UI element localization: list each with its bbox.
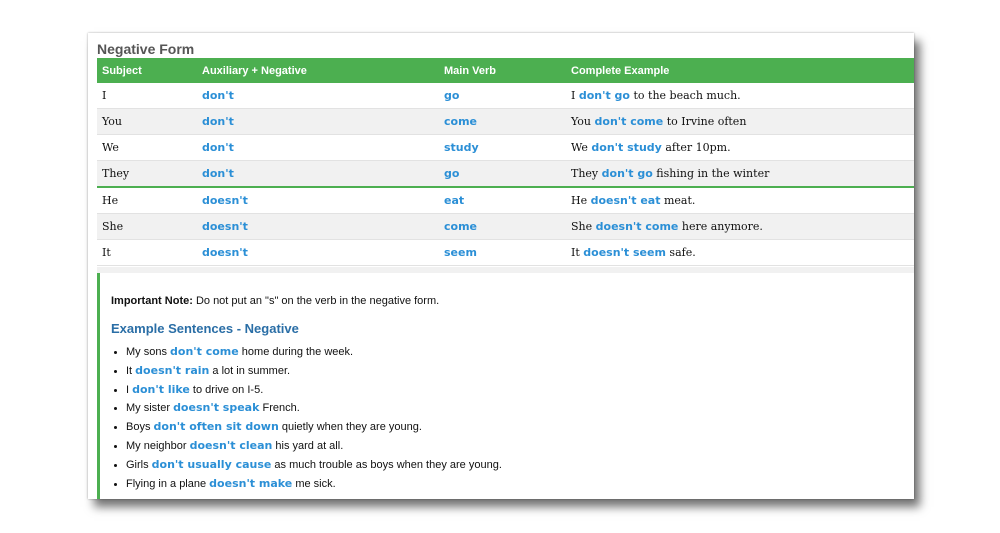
list-item (126, 456, 502, 475)
example-highlight: don't come (594, 115, 664, 128)
example-text: She (571, 220, 596, 233)
example-text: safe. (665, 246, 696, 259)
example-cell (566, 240, 914, 266)
sentence-text: My sons (126, 346, 171, 358)
header-main-verb: Main Verb (439, 58, 566, 83)
example-text: He (571, 194, 591, 207)
verb-cell: go (439, 161, 566, 188)
header-complete-example: Complete Example (566, 58, 914, 83)
example-cell (566, 214, 914, 240)
important-note (111, 295, 439, 307)
example-text: They (571, 167, 602, 180)
verb-cell: come (439, 109, 566, 135)
sentence-highlight: don't usually cause (151, 457, 272, 471)
list-item (126, 343, 502, 362)
table-row (97, 240, 914, 266)
subject-cell: She (97, 214, 197, 240)
example-text: to Irvine often (663, 115, 747, 128)
list-item (126, 475, 502, 494)
table-row (97, 109, 914, 135)
lesson-card (88, 33, 914, 499)
examples-heading: Example Sentences - Negative (111, 321, 299, 336)
auxiliary-cell: don't (197, 161, 439, 188)
example-cell (566, 135, 914, 161)
example-text: I (571, 89, 579, 102)
table-row (97, 83, 914, 109)
subject-cell: I (97, 83, 197, 109)
example-text: here anymore. (678, 220, 763, 233)
example-text: meat. (660, 194, 696, 207)
section-title: Negative Form (97, 41, 195, 57)
sentence-text: Boys (126, 421, 154, 434)
sentence-text: to drive on I-5. (189, 383, 264, 396)
auxiliary-cell: doesn't (197, 214, 439, 240)
sentence-highlight: don't often sit down (153, 420, 279, 434)
example-text: after 10pm. (661, 141, 731, 154)
example-text: fishing in the winter (652, 167, 770, 180)
sentence-highlight: doesn't rain (135, 363, 210, 377)
table-row (97, 214, 914, 240)
sentence-highlight: doesn't speak (173, 401, 260, 415)
subject-cell: They (97, 161, 197, 188)
list-item (126, 399, 502, 418)
sentence-text: French. (259, 402, 300, 415)
sentence-highlight: don't come (170, 345, 239, 358)
sentence-text: quietly when they are young. (278, 421, 422, 434)
example-highlight: doesn't come (595, 220, 679, 233)
sentence-highlight: doesn't clean (189, 438, 273, 452)
example-cell (566, 187, 914, 214)
auxiliary-cell: don't (197, 109, 439, 135)
list-item (126, 381, 502, 400)
verb-cell: seem (439, 240, 566, 266)
sentence-text: as much trouble as boys when they are young. (271, 458, 502, 471)
note-text: Do not put an "s" on the verb in the negative form. (192, 295, 440, 307)
sentence-text: his yard at all. (272, 439, 344, 452)
auxiliary-cell: doesn't (197, 187, 439, 214)
sentence-text: Girls (126, 458, 152, 471)
example-highlight: don't go (601, 167, 653, 180)
sentence-text: Flying in a plane (126, 477, 210, 490)
example-highlight: doesn't seem (583, 246, 666, 259)
example-cell (566, 109, 914, 135)
subject-cell: He (97, 187, 197, 214)
verb-cell: eat (439, 187, 566, 214)
auxiliary-cell: doesn't (197, 240, 439, 266)
negative-form-table (97, 58, 914, 266)
sentence-text: home during the week. (238, 346, 354, 358)
table-row (97, 187, 914, 214)
header-auxiliary-negative: Auxiliary + Negative (197, 58, 439, 83)
example-sentence-list (100, 343, 502, 493)
example-cell (566, 161, 914, 188)
sentence-text: It (126, 364, 136, 377)
verb-cell: go (439, 83, 566, 109)
verb-cell: study (439, 135, 566, 161)
list-item (126, 362, 502, 381)
note-label: Important Note: (111, 295, 193, 307)
auxiliary-cell: don't (197, 83, 439, 109)
sentence-text: a lot in summer. (209, 364, 291, 377)
example-text: We (571, 141, 592, 154)
table-row (97, 161, 914, 188)
subject-cell: We (97, 135, 197, 161)
table-row (97, 135, 914, 161)
example-highlight: don't study (591, 141, 662, 154)
sentence-text: I (126, 383, 133, 396)
list-item (126, 437, 502, 456)
example-text: It (571, 246, 584, 259)
example-text: You (571, 115, 595, 128)
sentence-text: me sick. (292, 477, 336, 490)
sentence-text: My sister (126, 402, 174, 415)
subject-cell: You (97, 109, 197, 135)
sentence-text: My neighbor (126, 439, 190, 452)
table-header-row (97, 58, 914, 83)
header-subject: Subject (97, 58, 197, 83)
list-item (126, 418, 502, 437)
sentence-highlight: don't like (132, 382, 190, 396)
note-panel (97, 273, 914, 499)
example-cell (566, 83, 914, 109)
example-highlight: don't go (578, 89, 630, 102)
sentence-highlight: doesn't make (209, 476, 293, 490)
example-text: to the beach much. (630, 89, 741, 102)
example-highlight: doesn't eat (590, 194, 661, 207)
verb-cell: come (439, 214, 566, 240)
auxiliary-cell: don't (197, 135, 439, 161)
subject-cell: It (97, 240, 197, 266)
